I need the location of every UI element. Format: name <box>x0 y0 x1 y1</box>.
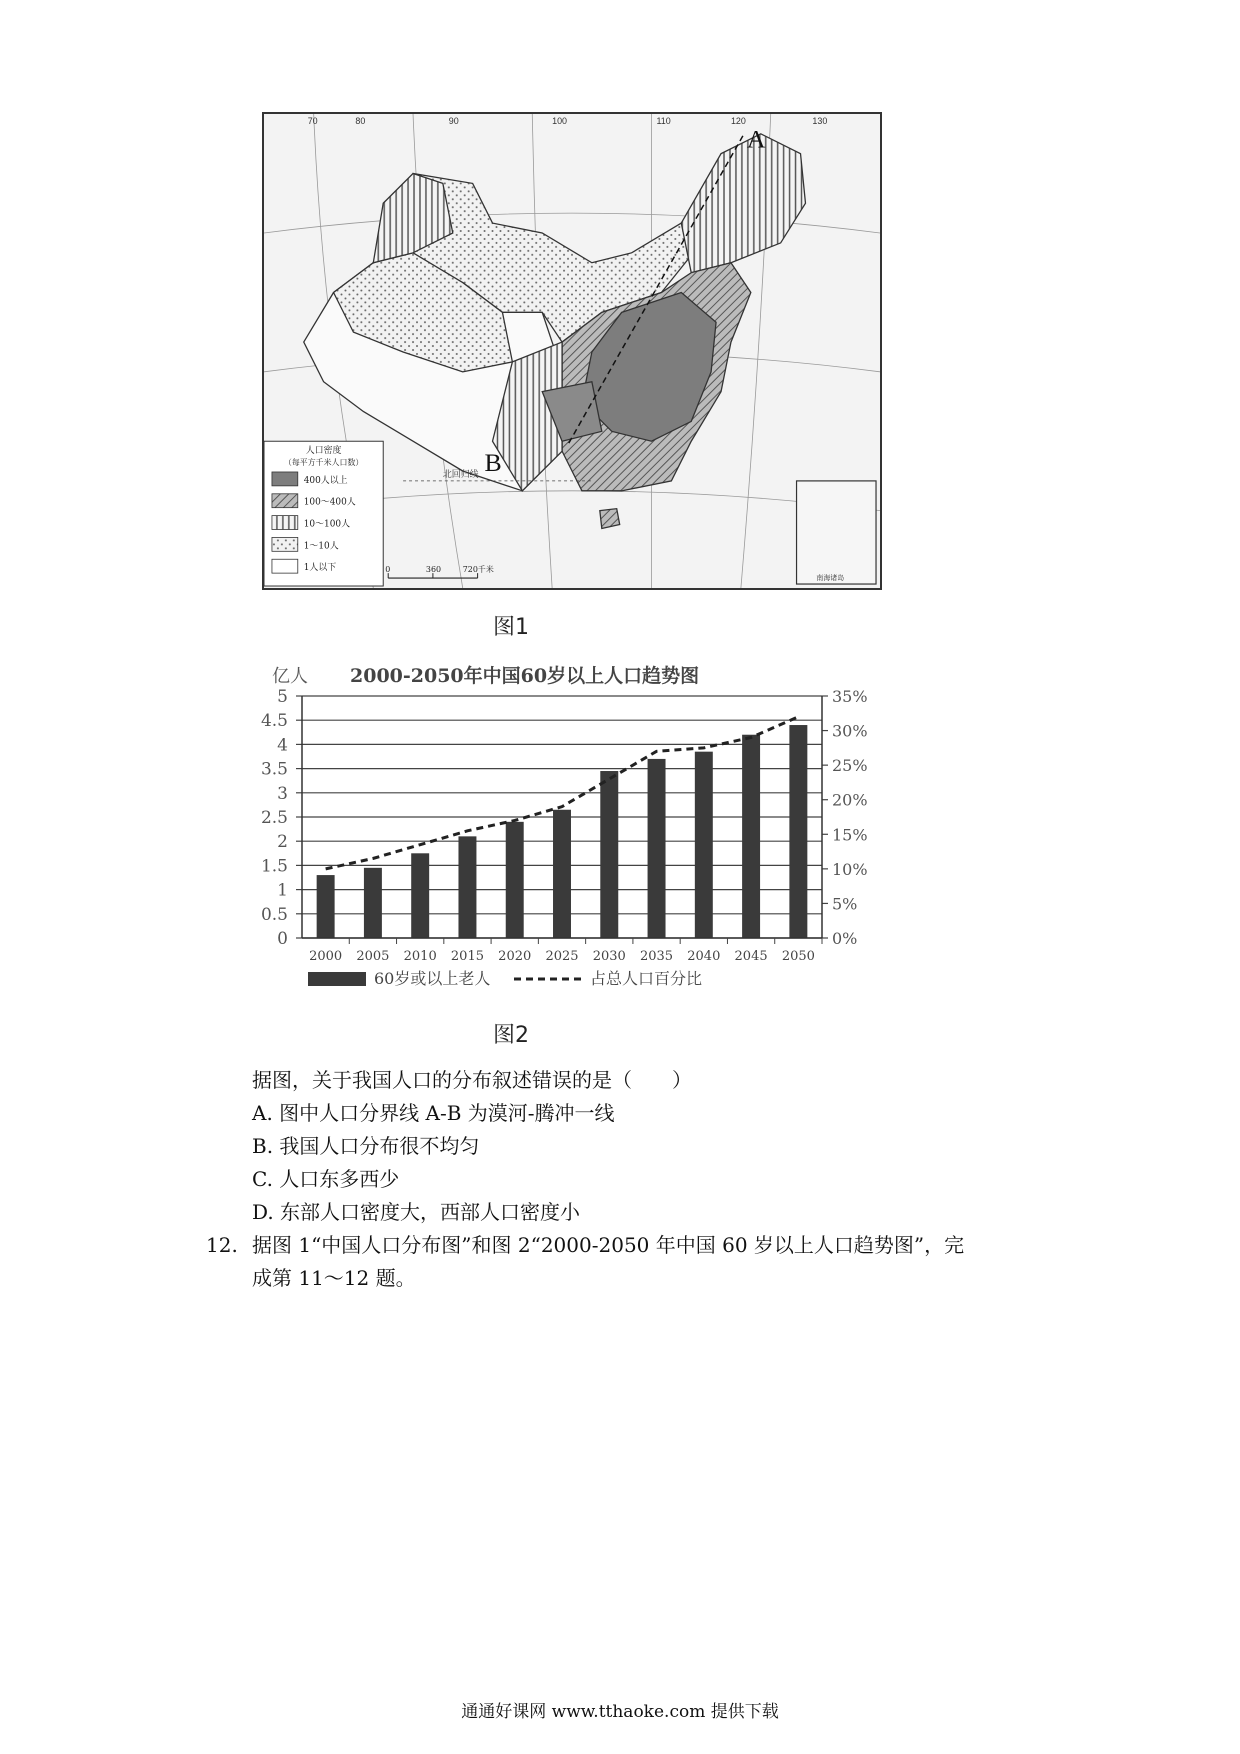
y-tick-label: 1 <box>277 880 288 901</box>
point-a-label: A <box>746 124 766 154</box>
legend-item-label: 1～10人 <box>303 541 339 552</box>
chart-y-unit-label: 亿人 <box>272 666 308 687</box>
x-tick-label: 2010 <box>403 949 437 964</box>
lon-label: 100 <box>552 115 568 126</box>
point-b-label: B <box>484 448 502 477</box>
bar <box>789 725 807 938</box>
chart-legend <box>308 969 702 988</box>
legend-item-label: 400人以上 <box>303 475 348 486</box>
question11-option-d: D. 东部人口密度大，西部人口密度小 <box>252 1200 581 1224</box>
population-density-map <box>262 112 882 590</box>
y-tick-label: 2.5 <box>260 808 288 828</box>
legend-item-label: 100～400人 <box>303 497 356 508</box>
x-tick-label: 2015 <box>450 949 485 964</box>
x-tick-label: 2005 <box>356 949 390 964</box>
question11-option-c: C. 人口东多西少 <box>252 1167 400 1191</box>
bar <box>317 875 335 938</box>
lon-label: 130 <box>812 115 828 126</box>
legend-title: 人口密度 <box>305 446 342 457</box>
region-vertical-northeast <box>681 134 805 273</box>
y2-tick-label: 15% <box>832 825 868 845</box>
lon-label: 110 <box>656 115 671 126</box>
scale-label: 360 <box>425 565 442 575</box>
legend-swatch-bars <box>308 972 366 986</box>
y-tick-label: 4 <box>277 735 288 756</box>
region-hainan <box>600 509 620 529</box>
page-footer: 通通好课网 www.tthaoke.com 提供下载 <box>461 1702 779 1722</box>
bar <box>411 853 429 938</box>
figure2-caption: 图2 <box>493 1023 529 1048</box>
question11-option-a: A. 图中人口分界线 A-B 为漠河-腾冲一线 <box>252 1101 615 1125</box>
lon-label: 90 <box>448 115 459 126</box>
y2-tick-label: 30% <box>832 721 868 741</box>
scale-label: 720千米 <box>462 565 494 575</box>
inset-label: 南海诸岛 <box>816 574 845 583</box>
bar <box>695 752 713 938</box>
x-tick-label: 2035 <box>639 949 674 964</box>
y-tick-label: 4.5 <box>260 711 288 732</box>
bar <box>742 735 760 938</box>
x-tick-label: 2050 <box>781 949 815 964</box>
chart-svg <box>250 660 890 1010</box>
question11-option-b: B. 我国人口分布很不均匀 <box>252 1134 480 1158</box>
lon-label: 120 <box>730 115 746 126</box>
y-tick-label: 3 <box>277 783 288 804</box>
legend-swatch-hatch <box>272 494 298 508</box>
y2-tick-label: 10% <box>832 859 868 879</box>
x-tick-label: 2025 <box>545 949 579 964</box>
legend-label-bars: 60岁或以上老人 <box>374 969 491 988</box>
x-tick-label: 2045 <box>734 949 768 964</box>
legend-subtitle: （每平方千米人口数） <box>283 458 364 468</box>
scale-bar <box>385 564 494 578</box>
y2-tick-label: 5% <box>832 894 858 914</box>
x-tick-label: 2000 <box>309 949 343 964</box>
bar <box>600 771 618 938</box>
y-tick-label: 5 <box>277 687 288 707</box>
y2-tick-label: 20% <box>832 790 868 810</box>
south-china-sea-inset <box>797 481 876 584</box>
lon-label: 80 <box>355 115 366 126</box>
question11-stem: 据图，关于我国人口的分布叙述错误的是（ ） <box>252 1068 692 1092</box>
x-tick-label: 2040 <box>687 949 721 964</box>
legend-swatch-vertical <box>272 516 298 530</box>
question12-line2: 成第 11～12 题。 <box>252 1266 416 1290</box>
bar <box>648 759 666 938</box>
legend-swatch-dark <box>272 472 298 486</box>
question12-number: 12. <box>206 1233 238 1257</box>
legend-swatch-blank <box>272 559 298 573</box>
legend-item-label: 1人以下 <box>303 563 337 574</box>
question12-line1: 据图 1“中国人口分布图”和图 2“2000-2050 年中国 60 岁以上人口趋势图”，完 <box>252 1233 965 1257</box>
tropic-label: 北回归线 <box>442 469 479 480</box>
y2-tick-label: 35% <box>832 687 868 706</box>
y2-tick-label: 25% <box>832 756 868 776</box>
bar <box>364 868 382 938</box>
y-tick-label: 0 <box>277 929 288 949</box>
scale-label: 0 <box>385 565 391 575</box>
x-tick-label: 2020 <box>498 949 532 964</box>
x-tick-label: 2030 <box>592 949 626 964</box>
chart-title: 2000-2050年中国60岁以上人口趋势图 <box>350 665 700 687</box>
map-legend <box>264 441 383 586</box>
y-tick-label: 2 <box>277 832 288 853</box>
lon-label: 70 <box>307 115 318 126</box>
y-tick-label: 1.5 <box>260 856 288 877</box>
y2-tick-label: 0% <box>832 929 858 948</box>
bar <box>458 836 476 938</box>
aging-population-chart <box>250 660 890 1010</box>
legend-item-label: 10～100人 <box>303 519 351 530</box>
legend-label-line: 占总人口百分比 <box>590 969 703 988</box>
legend-swatch-dots <box>272 537 298 551</box>
y-tick-label: 3.5 <box>260 759 288 780</box>
y-tick-label: 0.5 <box>260 904 288 925</box>
bar <box>506 822 524 938</box>
figure1-caption: 图1 <box>493 615 529 640</box>
bar <box>553 810 571 938</box>
